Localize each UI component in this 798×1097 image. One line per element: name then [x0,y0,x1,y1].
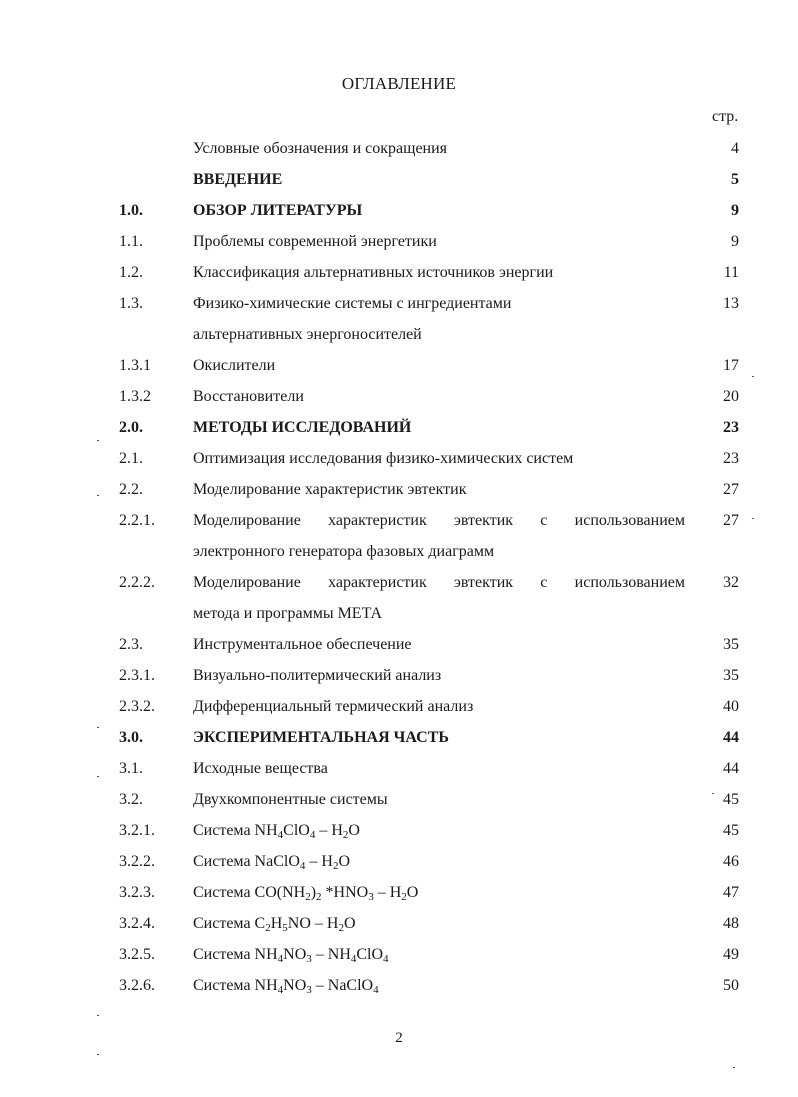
toc-entry-title: альтернативных энергоносителей [193,326,422,343]
toc-entry [0,381,798,412]
toc-entry-number: 3.1. [119,760,143,777]
toc-entry-page: 44 [723,760,739,777]
toc-entry [0,226,798,257]
toc-entry-title: Система $C_2H_5NO - H_2O$ [193,915,356,934]
scan-speck [752,518,754,519]
toc-entry [0,164,798,195]
toc-entry-title: Моделирование характеристик эвтектик с использованием [193,574,685,591]
page-column-label: стр. [712,108,739,125]
toc-entry-page: 44 [723,729,739,746]
toc-entry-number: 3.2.2. [119,853,155,870]
toc-entry [0,722,798,753]
toc-entry-page: 9 [731,202,739,219]
toc-entry-title: Проблемы современной энергетики [193,233,437,250]
toc-entry-number: 3.2.5. [119,946,155,963]
toc-entry [0,846,798,877]
scan-speck [97,727,99,728]
toc-entry-page: 40 [723,698,739,715]
toc-entry-page: 32 [723,574,739,591]
toc-entry-number: 1.3. [119,295,143,312]
toc-entry-number: 2.3. [119,636,143,653]
toc-entry [0,970,798,1001]
scan-speck [733,1067,735,1068]
toc-entry-page: 23 [723,419,739,436]
toc-entry [0,939,798,970]
toc-entry-title: Моделирование характеристик эвтектик [193,481,467,498]
toc-entry-title: МЕТОДЫ ИССЛЕДОВАНИЙ [193,419,412,436]
toc-entry-page: 23 [723,450,739,467]
toc-entry-title: Окислители [193,357,276,374]
toc-entry-number: 3.2.3. [119,884,155,901]
toc-entry [0,319,798,350]
toc-entry-title: Система NaClO$_4$ – $H_2O$ [193,853,350,872]
toc-entry-page: 27 [723,481,739,498]
toc-entry [0,629,798,660]
toc-entry-title: Система $NH_4NO_3 - NH_4ClO_4$ [193,946,389,965]
toc-entry-page: 45 [723,791,739,808]
toc-entry-title: электронного генератора фазовых диаграмм [193,543,495,560]
scan-speck [97,776,99,777]
scan-speck [97,495,99,496]
toc-entry-number: 3.2. [119,791,143,808]
toc-entry-number: 2.1. [119,450,143,467]
toc-entry-page: 27 [723,512,739,529]
toc-entry [0,877,798,908]
toc-entry-page: 47 [723,884,739,901]
toc-entry-page: 17 [723,357,739,374]
toc-entry-title: Инструментальное обеспечение [193,636,412,653]
toc-entry [0,536,798,567]
toc-entry-number: 3.2.1. [119,822,155,839]
toc-entry-title: ОБЗОР ЛИТЕРАТУРЫ [193,202,363,219]
toc-entry [0,133,798,164]
toc-entry-title: Исходные вещества [193,760,328,777]
toc-entry [0,815,798,846]
toc-entry-page: 13 [723,295,739,312]
toc-entry [0,598,798,629]
toc-entry-page: 45 [723,822,739,839]
toc-entry-number: 3.2.6. [119,977,155,994]
page-number: 2 [395,1030,403,1046]
toc-entry-page: 20 [723,388,739,405]
toc-entry [0,288,798,319]
toc-entry-number: 2.2.2. [119,574,155,591]
toc-entry [0,660,798,691]
toc-entry [0,908,798,939]
toc-entry-title: Система $NH_4NO_3$ – NaClO$_4$ [193,977,379,996]
toc-entry [0,691,798,722]
toc-entry-number: 2.3.2. [119,698,155,715]
toc-entry-title: Физико-химические системы с ингредиентами [193,295,512,312]
toc-entry [0,753,798,784]
toc-entry-number: 1.0. [119,202,143,219]
toc-entry [0,443,798,474]
toc-entry-title: Система $NH_4ClO_4 - H_2O$ [193,822,360,841]
toc-entry-page: 9 [731,233,739,250]
toc-entry [0,195,798,226]
page-title: ОГЛАВЛЕНИЕ [341,74,457,93]
toc-entry-number: 2.2. [119,481,143,498]
toc-entry-title: Дифференциальный термический анализ [193,698,474,715]
toc-entry-number: 1.2. [119,264,143,281]
scan-speck [97,440,99,441]
toc-entry-title: Моделирование характеристик эвтектик с использованием [193,512,685,529]
toc-entry-title: Визуально-политермический анализ [193,667,442,684]
toc-entry-title: метода и программы МЕТА [193,605,383,622]
scan-speck [712,793,714,794]
toc-entry [0,505,798,536]
toc-entry-number: 2.3.1. [119,667,155,684]
toc-entry-title: ВВЕДЕНИЕ [193,171,283,188]
toc-entry-number: 1.3.2 [119,388,151,405]
toc-entry-page: 46 [723,853,739,870]
toc-entry-title: Двухкомпонентные системы [193,791,388,808]
toc-entry [0,257,798,288]
toc-entry-number: 3.0. [119,729,143,746]
toc-entry [0,567,798,598]
toc-entry-page: 4 [731,140,739,157]
toc-entry-title: Система $CO(NH_2)_2$ $*HNO_3 - H_2O$ [193,884,419,903]
toc-entry [0,350,798,381]
toc-entry-number: 2.0. [119,419,143,436]
toc-entry-title: Восстановители [193,388,304,405]
toc-entry [0,784,798,815]
toc-entry-title: Оптимизация исследования физико-химических систем [193,450,574,467]
toc-entry-page: 35 [723,636,739,653]
toc-entry-page: 5 [731,171,739,188]
scan-speck [97,1015,99,1016]
toc-entry-title: ЭКСПЕРИМЕНТАЛЬНАЯ ЧАСТЬ [193,729,449,746]
toc-entry [0,412,798,443]
toc-entry-page: 48 [723,915,739,932]
toc-entry-page: 35 [723,667,739,684]
toc-entry-page: 11 [723,264,739,281]
toc-entry-number: 1.3.1 [119,357,151,374]
toc-entry-number: 3.2.4. [119,915,155,932]
toc-entry-page: 50 [723,977,739,994]
toc-entry-title: Условные обозначения и сокращения [193,140,448,157]
toc-entry-number: 2.2.1. [119,512,155,529]
toc-entry [0,474,798,505]
scan-speck [752,376,754,377]
toc-entry-page: 49 [723,946,739,963]
scan-speck [97,1054,99,1055]
toc-entry-number: 1.1. [119,233,143,250]
toc-entry-title: Классификация альтернативных источников энергии [193,264,554,281]
